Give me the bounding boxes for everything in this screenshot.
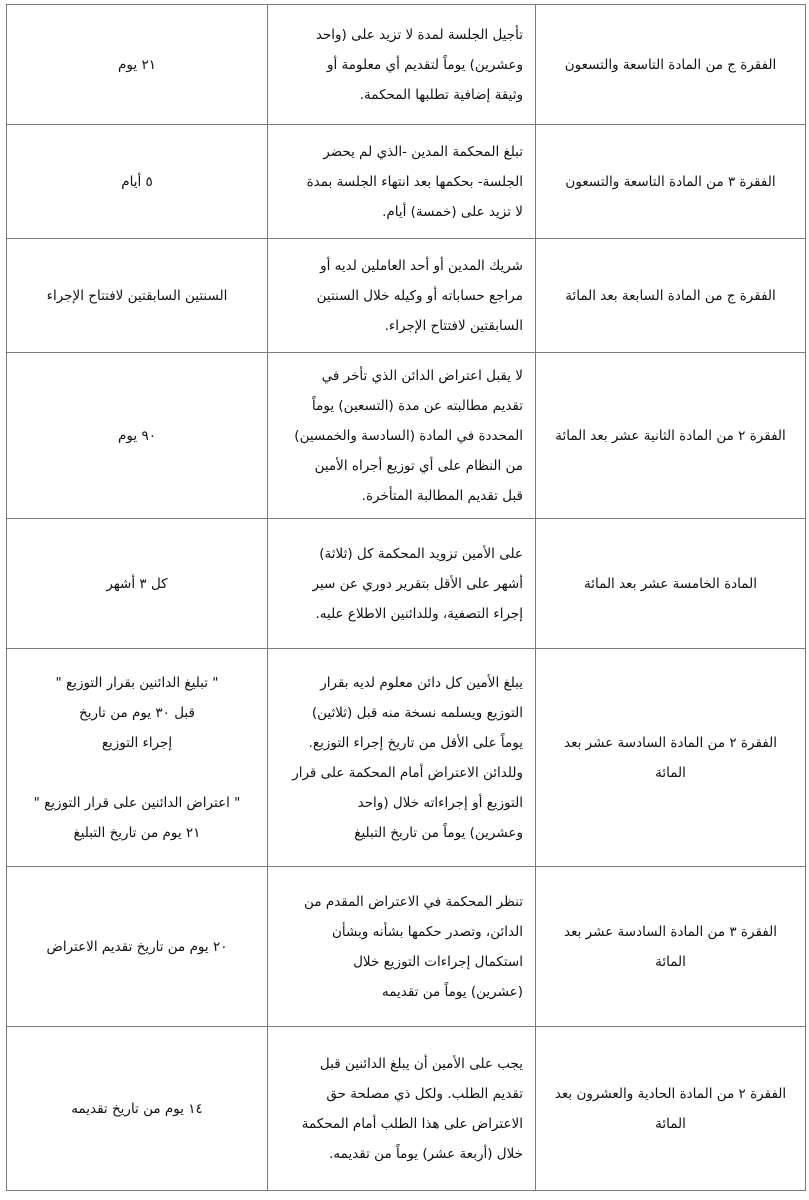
- provision-text-line: تبلغ المحكمة المدين -الذي لم يحضر: [323, 143, 523, 160]
- deadlines-table: [6, 4, 806, 1191]
- article-reference-cell: [536, 519, 806, 649]
- time-period-line: ٢٠ يوم من تاريخ تقديم الاعتراض: [46, 938, 228, 955]
- provision-text-cell: [268, 5, 536, 125]
- provision-text-line: خلال (أربعة عشر) يوماً من تقديمه.: [329, 1145, 523, 1162]
- time-period-line: ٢١ يوم من تاريخ التبليغ: [73, 824, 201, 841]
- time-period-line: السنتين السابقتين لافتتاح الإجراء: [46, 287, 228, 304]
- article-reference-cell: [536, 1027, 806, 1191]
- article-reference: المادة الخامسة عشر بعد المائة: [584, 575, 757, 592]
- article-reference: الفقرة ج من المادة التاسعة والتسعون: [564, 56, 777, 73]
- time-period-line: ٩٠ يوم: [118, 427, 156, 444]
- provision-text-line: تقديم مطالبته عن مدة (التسعين) يوماً: [312, 397, 523, 414]
- provision-text-line: (عشرين) يوماً من تقديمه: [381, 983, 523, 1000]
- article-reference-cell: [536, 353, 806, 519]
- provision-text-line: وللدائن الاعتراض أمام المحكمة على قرار: [292, 764, 523, 781]
- table-row: [7, 649, 806, 867]
- table-row: [7, 239, 806, 353]
- provision-text-line: شريك المدين أو أحد العاملين لديه أو: [320, 257, 523, 274]
- provision-text-line: وثيقة إضافية تطلبها المحكمة.: [359, 86, 523, 103]
- provision-text-line: استكمال إجراءات التوزيع خلال: [353, 953, 523, 970]
- provision-text-line: الجلسة- بحكمها بعد انتهاء الجلسة بمدة: [306, 173, 523, 190]
- table-row: [7, 519, 806, 649]
- provision-text-line: تأجيل الجلسة لمدة لا تزيد على (واحد: [315, 26, 523, 43]
- time-period-cell: [7, 867, 268, 1027]
- provision-text-line: لا يقبل اعتراض الدائن الذي تأخر في: [321, 367, 523, 384]
- table-row: [7, 1027, 806, 1191]
- provision-text-line: أشهر على الأقل بتقرير دوري عن سير: [312, 575, 523, 592]
- provision-text-line: السابقتين لافتتاح الإجراء.: [384, 317, 523, 334]
- provision-text-line: إجراء التصفية، وللدائنين الاطلاع عليه.: [315, 605, 523, 622]
- article-reference-cell: [536, 867, 806, 1027]
- time-period-line: كل ٣ أشهر: [106, 575, 168, 592]
- provision-text-line: تنظر المحكمة في الاعتراض المقدم من: [304, 893, 523, 910]
- article-reference-cell: [536, 649, 806, 867]
- provision-text-cell: [268, 239, 536, 353]
- provision-text-line: على الأمين تزويد المحكمة كل (ثلاثة): [319, 545, 523, 562]
- table-row: [7, 867, 806, 1027]
- provision-text-line: وعشرين) يوماً لتقديم أي معلومة أو: [327, 56, 523, 73]
- article-reference: الفقرة ج من المادة السابعة بعد المائة: [565, 287, 776, 304]
- time-period-line: " تبليغ الدائنين بقرار التوزيع ": [55, 674, 219, 691]
- article-reference-cell: [536, 125, 806, 239]
- time-period-line: ١٤ يوم من تاريخ تقديمه: [71, 1100, 203, 1117]
- provision-text-line: مراجع حساباته أو وكيله خلال السنتين: [316, 287, 523, 304]
- provision-text-line: يوماً على الأقل من تاريخ إجراء التوزيع.: [308, 734, 523, 751]
- time-period-line: قبل ٣٠ يوم من تاريخ: [79, 704, 195, 721]
- provision-text-line: الاعتراض على هذا الطلب أمام المحكمة: [301, 1115, 523, 1132]
- table-row: [7, 125, 806, 239]
- time-period-cell: [7, 125, 268, 239]
- table-body: [7, 5, 806, 1191]
- article-reference: الفقرة ٢ من المادة السادسة عشر بعد المائة: [564, 734, 777, 781]
- provision-text-line: قبل تقديم المطالبة المتأخرة.: [361, 487, 523, 504]
- provision-text-cell: [268, 125, 536, 239]
- time-period-cell: [7, 5, 268, 125]
- provision-text-line: تقديم الطلب. ولكل ذي مصلحة حق: [326, 1085, 523, 1102]
- provision-text-line: وعشرين) يوماً من تاريخ التبليغ: [354, 824, 523, 841]
- provision-text-cell: [268, 353, 536, 519]
- time-period-line: ٥ أيام: [121, 173, 153, 190]
- provision-text-cell: [268, 649, 536, 867]
- provision-text-line: التوزيع ويسلمه نسخة منه قبل (ثلاثين): [311, 704, 523, 721]
- spacer: [19, 758, 255, 788]
- provision-text-line: لا تزيد على (خمسة) أيام.: [382, 203, 523, 220]
- time-period-cell: [7, 519, 268, 649]
- provision-text-line: الدائن، وتصدر حكمها بشأنه وبشأن: [331, 923, 523, 940]
- provision-text-line: التوزيع أو إجراءاته خلال (واحد: [357, 794, 523, 811]
- table-row: [7, 5, 806, 125]
- provision-text-cell: [268, 1027, 536, 1191]
- time-period-cell: [7, 353, 268, 519]
- time-period-cell: [7, 1027, 268, 1191]
- time-period-line: إجراء التوزيع: [101, 734, 173, 751]
- article-reference-cell: [536, 5, 806, 125]
- article-reference: الفقرة ٣ من المادة السادسة عشر بعد المائة: [564, 923, 777, 970]
- provision-text-line: يبلغ الأمين كل دائن معلوم لديه بقرار: [320, 674, 523, 691]
- provision-text-line: يجب على الأمين أن يبلغ الدائنين قبل: [319, 1055, 523, 1072]
- article-reference-cell: [536, 239, 806, 353]
- provision-text-line: المحددة في المادة (السادسة والخمسين): [294, 427, 523, 444]
- time-period-line: ٢١ يوم: [118, 56, 156, 73]
- provision-text-cell: [268, 519, 536, 649]
- provision-text-line: من النظام على أي توزيع أجراه الأمين: [314, 457, 523, 474]
- table-row: [7, 353, 806, 519]
- article-reference: الفقرة ٣ من المادة التاسعة والتسعون: [565, 173, 776, 190]
- article-reference: الفقرة ٢ من المادة الحادية والعشرون بعد المائة: [554, 1085, 787, 1132]
- time-period-line: " اعتراض الدائنين على قرار التوزيع ": [33, 794, 241, 811]
- article-reference: الفقرة ٢ من المادة الثانية عشر بعد المائة: [555, 427, 786, 444]
- provision-text-cell: [268, 867, 536, 1027]
- time-period-cell: [7, 649, 268, 867]
- time-period-cell: [7, 239, 268, 353]
